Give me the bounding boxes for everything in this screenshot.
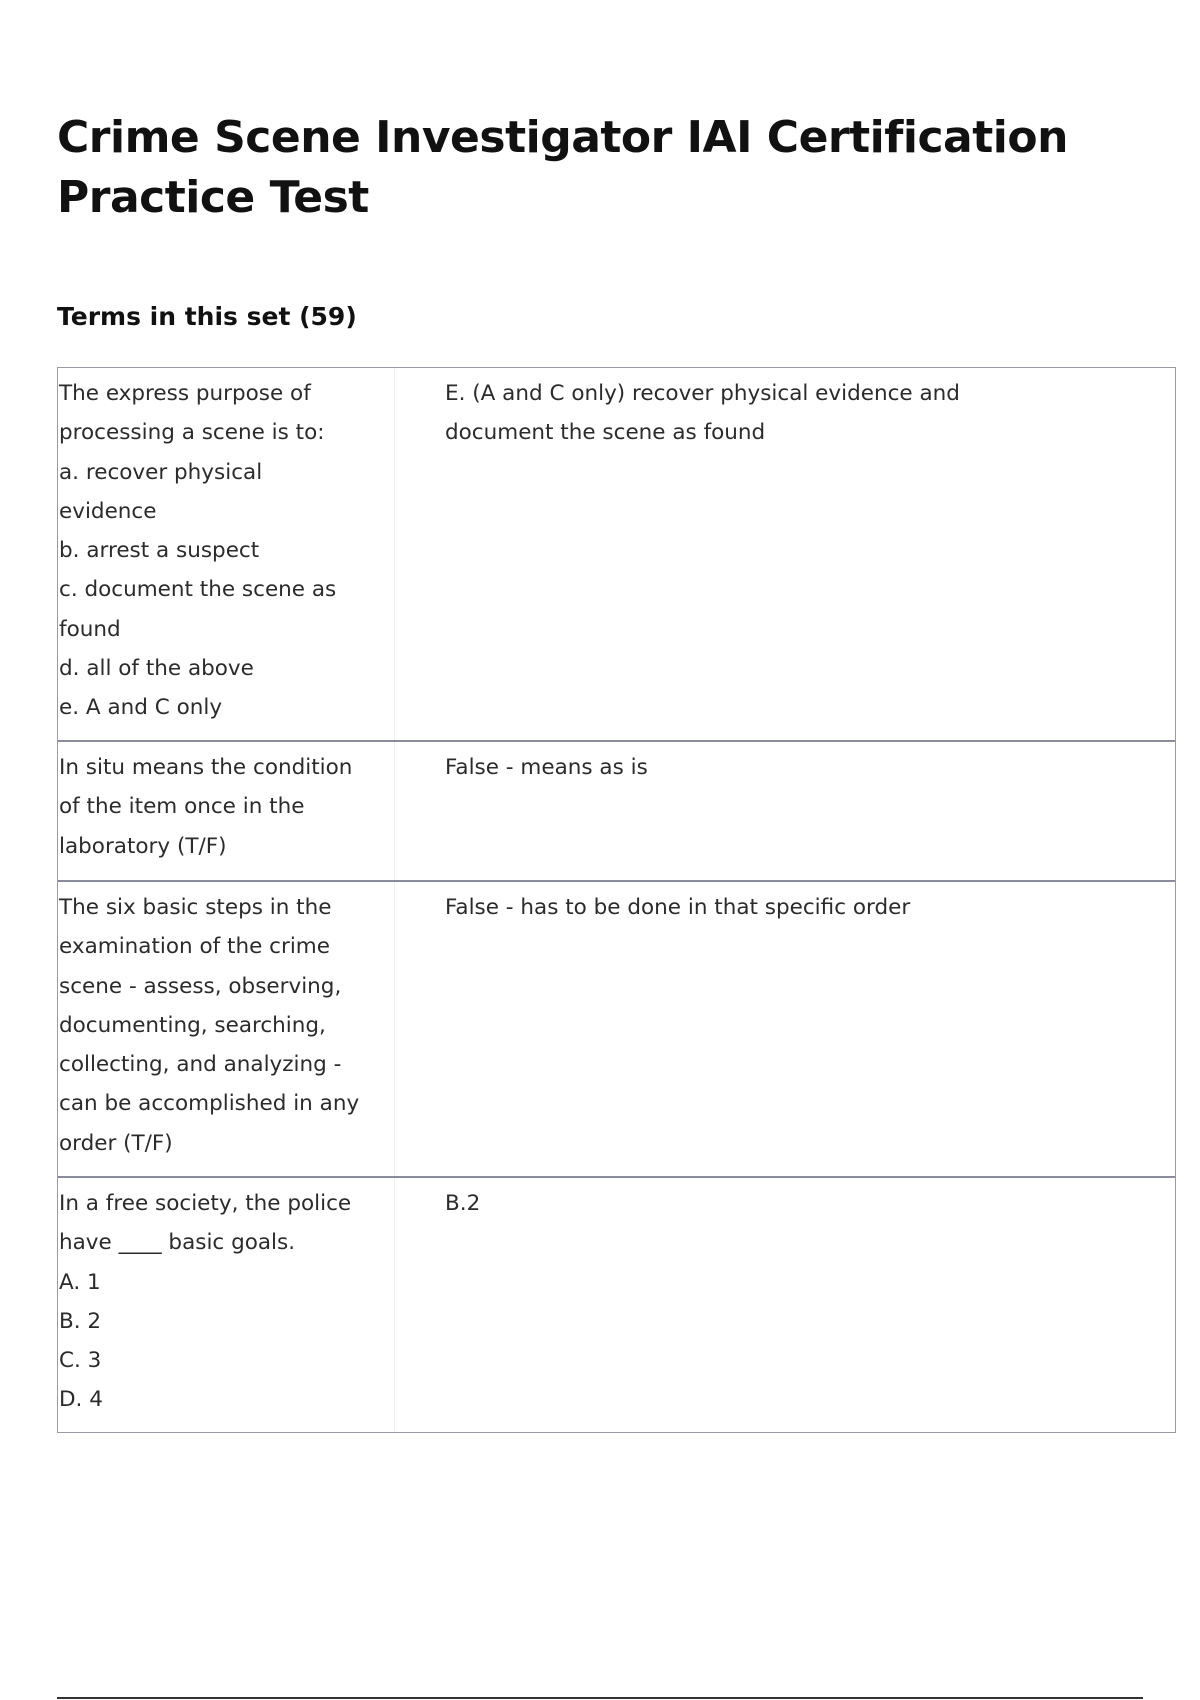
term-question: In a free society, the police have ____ basic goals. A. 1 B. 2 C. 3 D. 4 xyxy=(58,1178,395,1432)
footer-divider xyxy=(57,1697,1143,1699)
term-question: In situ means the condition of the item once in the laboratory (T/F) xyxy=(58,742,395,880)
term-question: The six basic steps in the examination of the crime scene - assess, observing, documenting, searching, collecting, and analyzing - can be accomplished in any order (T/F) xyxy=(58,882,395,1176)
term-answer: B.2 xyxy=(445,1191,481,1216)
page-title: Crime Scene Investigator IAI Certification Practice Test xyxy=(57,112,1068,223)
term-answer: False - has to be done in that specific order xyxy=(445,895,911,920)
term-answer: E. (A and C only) recover physical evidence and document the scene as found xyxy=(445,381,960,446)
term-row xyxy=(58,880,1175,1176)
terms-count-heading: Terms in this set (59) xyxy=(57,302,357,331)
term-answer: False - means as is xyxy=(445,755,648,780)
terms-table xyxy=(57,367,1176,1433)
term-row xyxy=(58,740,1175,880)
term-row xyxy=(58,368,1175,740)
term-row xyxy=(58,1176,1175,1432)
term-question: The express purpose of processing a scene is to: a. recover physical evidence b. arrest a suspect c. document the scene as found d. all of the above e. A and C only xyxy=(58,368,395,740)
